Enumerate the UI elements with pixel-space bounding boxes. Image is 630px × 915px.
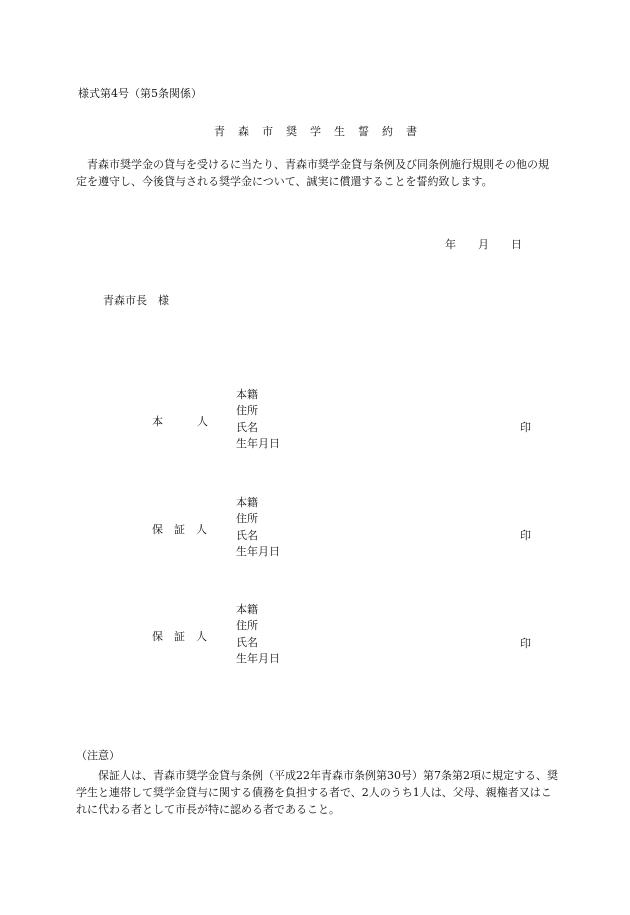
role-char: 証	[174, 523, 185, 536]
signer-role-guarantor-2	[152, 629, 214, 645]
signer-role-principal	[152, 414, 214, 430]
field-label-name: 氏名	[236, 420, 258, 434]
field-label-address: 住所	[236, 619, 258, 633]
title-char: 奨	[286, 125, 297, 138]
title-char: 書	[406, 125, 417, 138]
title-char: 生	[334, 125, 345, 138]
title-char: 誓	[358, 125, 369, 138]
title-char: 学	[310, 125, 321, 138]
note-body: 保証人は、青森市奨学金貸与条例（平成22年青森市条例第30号）第7条第2項に規定する、奨学生と連帯して奨学金貸与に関する債務を負担する者で、2人のうち1人は、父母、親権者又はこれに代わる者として市長が特に認める者であること。	[76, 769, 558, 817]
role-char: 証	[174, 630, 185, 643]
note-heading: （注意）	[76, 749, 120, 762]
role-char: 保	[152, 523, 163, 536]
field-label-birthdate: 生年月日	[236, 651, 280, 665]
signer-fields-guarantor-1	[236, 495, 280, 560]
field-label-honseki: 本籍	[236, 388, 258, 401]
seal-mark: 印	[520, 637, 531, 650]
title-char: 約	[382, 125, 393, 138]
title-char: 森	[238, 125, 249, 138]
field-label-birthdate: 生年月日	[236, 544, 280, 558]
title-char: 市	[262, 125, 273, 138]
role-char: 人	[196, 630, 207, 643]
seal-mark: 印	[520, 529, 531, 542]
form-number: 様式第4号（第5条関係）	[78, 87, 202, 100]
document-title	[214, 124, 417, 140]
addressee: 青森市長 様	[103, 294, 169, 307]
role-char: 本	[152, 415, 163, 428]
date-year-label: 年	[445, 238, 456, 251]
signer-fields-guarantor-2	[236, 602, 280, 667]
role-char: 人	[197, 415, 208, 428]
role-char: 人	[196, 523, 207, 536]
field-label-name: 氏名	[236, 528, 258, 542]
date-line	[445, 237, 522, 253]
field-label-birthdate: 生年月日	[236, 436, 280, 450]
date-month-label: 月	[478, 238, 489, 251]
signer-role-guarantor-1	[152, 522, 214, 538]
seal-mark: 印	[520, 421, 531, 434]
pledge-text: 青森市奨学金の貸与を受けるに当たり、青森市奨学金貸与条例及び同条例施行規則その他の規定を遵守し、今後貸与される奨学金について、誠実に償還することを誓約致します。	[76, 158, 549, 189]
field-label-honseki: 本籍	[236, 496, 258, 509]
field-label-address: 住所	[236, 404, 258, 418]
field-label-honseki: 本籍	[236, 603, 258, 616]
signer-fields-principal	[236, 387, 280, 452]
date-day-label: 日	[511, 238, 522, 251]
field-label-address: 住所	[236, 512, 258, 526]
field-label-name: 氏名	[236, 635, 258, 649]
role-char: 保	[152, 630, 163, 643]
title-char: 青	[214, 125, 225, 138]
